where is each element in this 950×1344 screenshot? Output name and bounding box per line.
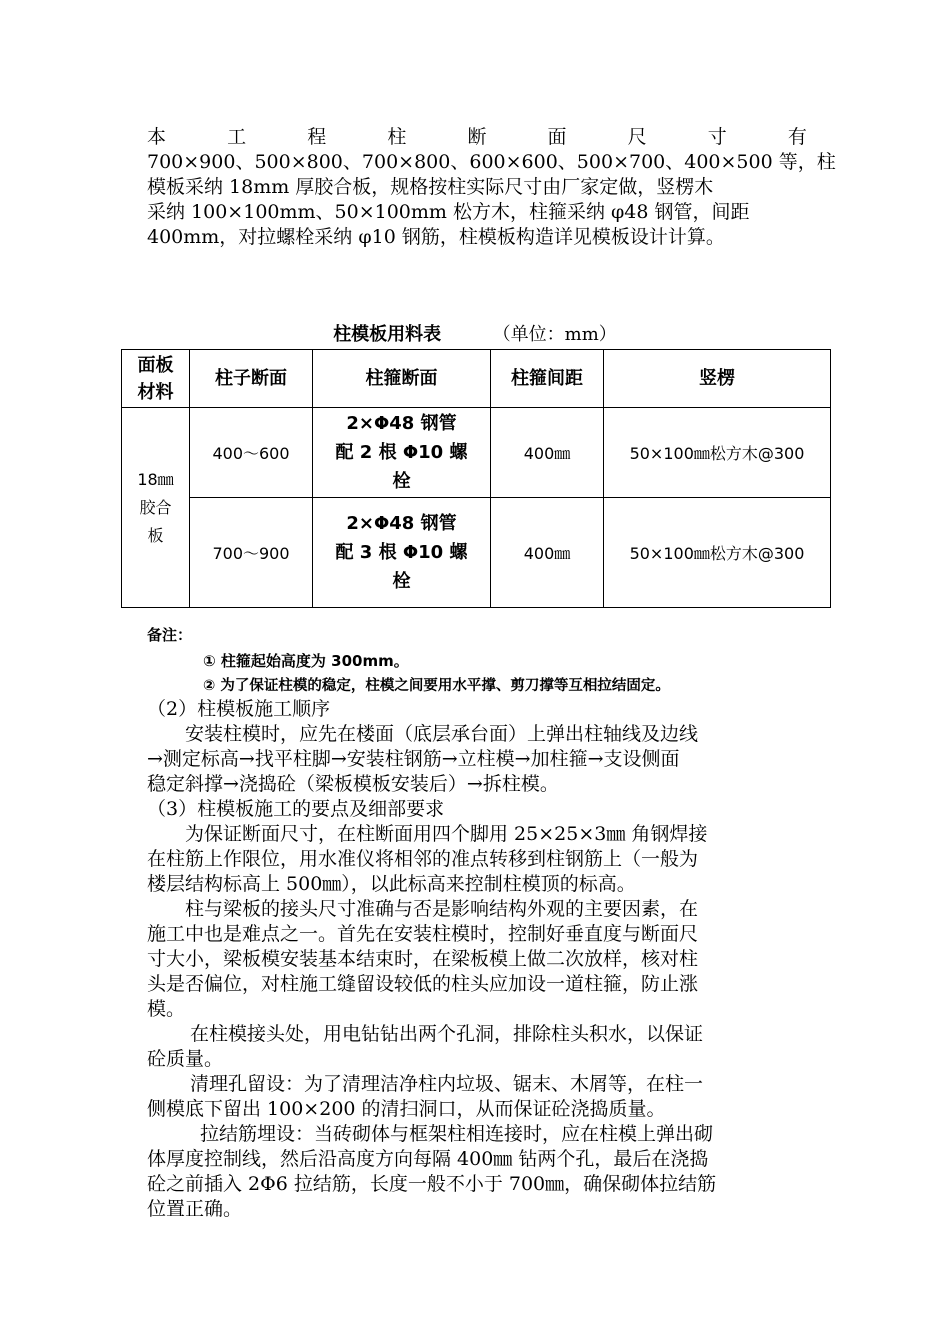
cell-column-section: 400～600: [190, 408, 313, 498]
section3-para5-line: 拉结筋埋设：当砖砌体与框架柱相连接时，应在柱模上弹出砌: [200, 1123, 714, 1145]
cell-vertical-ribs: 50×100㎜松方木@300: [604, 408, 831, 498]
intro-line-3: 模板采纳 18mm 厚胶合板，规格按柱实际尺寸由厂家定做，竖楞木: [147, 176, 714, 198]
section3-para4-line: 侧模底下留出 100×200 的清扫洞口，从而保证砼浇捣质量。: [147, 1098, 666, 1120]
header-panel-material: 面板 材料: [122, 350, 190, 408]
table-header-row: [122, 350, 831, 408]
cell-hoop-section: 2×Φ48 钢管 配 2 根 Φ10 螺 栓: [313, 408, 491, 498]
section3-heading: （3）柱模板施工的要点及细部要求: [147, 798, 445, 820]
section3-para2-line: 柱与梁板的接头尺寸准确与否是影响结构外观的主要因素，在: [185, 898, 699, 920]
section3-para5-line: 砼之前插入 2Φ6 拉结筋，长度一般不小于 700㎜，确保砌体拉结筋: [147, 1173, 717, 1195]
cell-column-section: 700～900: [190, 498, 313, 608]
cell-hoop-section: 2×Φ48 钢管 配 3 根 Φ10 螺 栓: [313, 498, 491, 608]
cell-hoop-spacing: 400㎜: [491, 498, 604, 608]
intro-line-5: 400mm，对拉螺栓采纳 φ10 钢筋，柱模板构造详见模板设计计算。: [147, 226, 725, 248]
section3-para2-line: 头是否偏位，对柱施工缝留设较低的柱头应加设一道柱箍，防止涨: [147, 973, 699, 995]
notes-label: 备注：: [147, 626, 193, 644]
section3-para1-line: 在柱筋上作限位，用水准仪将相邻的准点转移到柱钢筋上（一般为: [147, 848, 699, 870]
section3-para5-line: 位置正确。: [147, 1198, 243, 1220]
intro-line-1: 本 工 程 柱 断 面 尺 寸 有: [147, 126, 807, 148]
intro-line-2: 700×900、500×800、700×800、600×600、500×700、400×500 等，柱: [147, 151, 836, 173]
table-unit: （单位：mm）: [492, 324, 617, 345]
cell-hoop-spacing: 400㎜: [491, 408, 604, 498]
section3-para1-line: 为保证断面尺寸，在柱断面用四个脚用 25×25×3㎜ 角钢焊接: [185, 823, 708, 845]
section2-line: 安装柱模时，应先在楼面（底层承台面）上弹出柱轴线及边线: [185, 723, 699, 745]
table-row: [122, 408, 831, 498]
intro-line-4: 采纳 100×100mm、50×100mm 松方木，柱箍采纳 φ48 钢管，间距: [147, 201, 750, 223]
table-caption: [0, 323, 950, 347]
section3-para3-line: 在柱模接头处，用电钻钻出两个孔洞，排除柱头积水，以保证: [190, 1023, 704, 1045]
section3-para3-line: 砼质量。: [147, 1048, 224, 1070]
material-table: [121, 349, 831, 608]
cell-vertical-ribs: 50×100㎜松方木@300: [604, 498, 831, 608]
table-title: 柱模板用料表: [333, 324, 442, 345]
cell-panel-material: 18㎜ 胶合 板: [122, 408, 190, 608]
section2-line: 稳定斜撑→浇捣砼（梁板模板安装后）→拆柱模。: [147, 773, 559, 795]
note-item-1: ① 柱箍起始高度为 300mm。: [203, 652, 409, 670]
note-item-2: ② 为了保证柱模的稳定，柱模之间要用水平撑、剪刀撑等互相拉结固定。: [203, 678, 670, 694]
section3-para2-line: 模。: [147, 998, 186, 1020]
section3-para1-line: 楼层结构标高上 500㎜），以此标高来控制柱模顶的标高。: [147, 873, 636, 895]
section3-para4-line: 清理孔留设：为了清理洁净柱内垃圾、锯末、木屑等，在柱一: [190, 1073, 704, 1095]
header-column-section: 柱子断面: [190, 350, 313, 408]
section2-line: →测定标高→找平柱脚→安装柱钢筋→立柱模→加柱箍→支设侧面: [147, 748, 680, 770]
header-hoop-spacing: 柱箍间距: [491, 350, 604, 408]
table-row: [122, 498, 831, 608]
header-hoop-section: 柱箍断面: [313, 350, 491, 408]
section3-para5-line: 体厚度控制线，然后沿高度方向每隔 400㎜ 钻两个孔，最后在浇捣: [147, 1148, 709, 1170]
section3-para2-line: 施工中也是难点之一。首先在安装柱模时，控制好垂直度与断面尺: [147, 923, 699, 945]
header-vertical-ribs: 竖楞: [604, 350, 831, 408]
section2-heading: （2）柱模板施工顺序: [147, 698, 331, 720]
section3-para2-line: 寸大小，梁板模安装基本结束时，在梁板模上做二次放样，核对柱: [147, 948, 699, 970]
